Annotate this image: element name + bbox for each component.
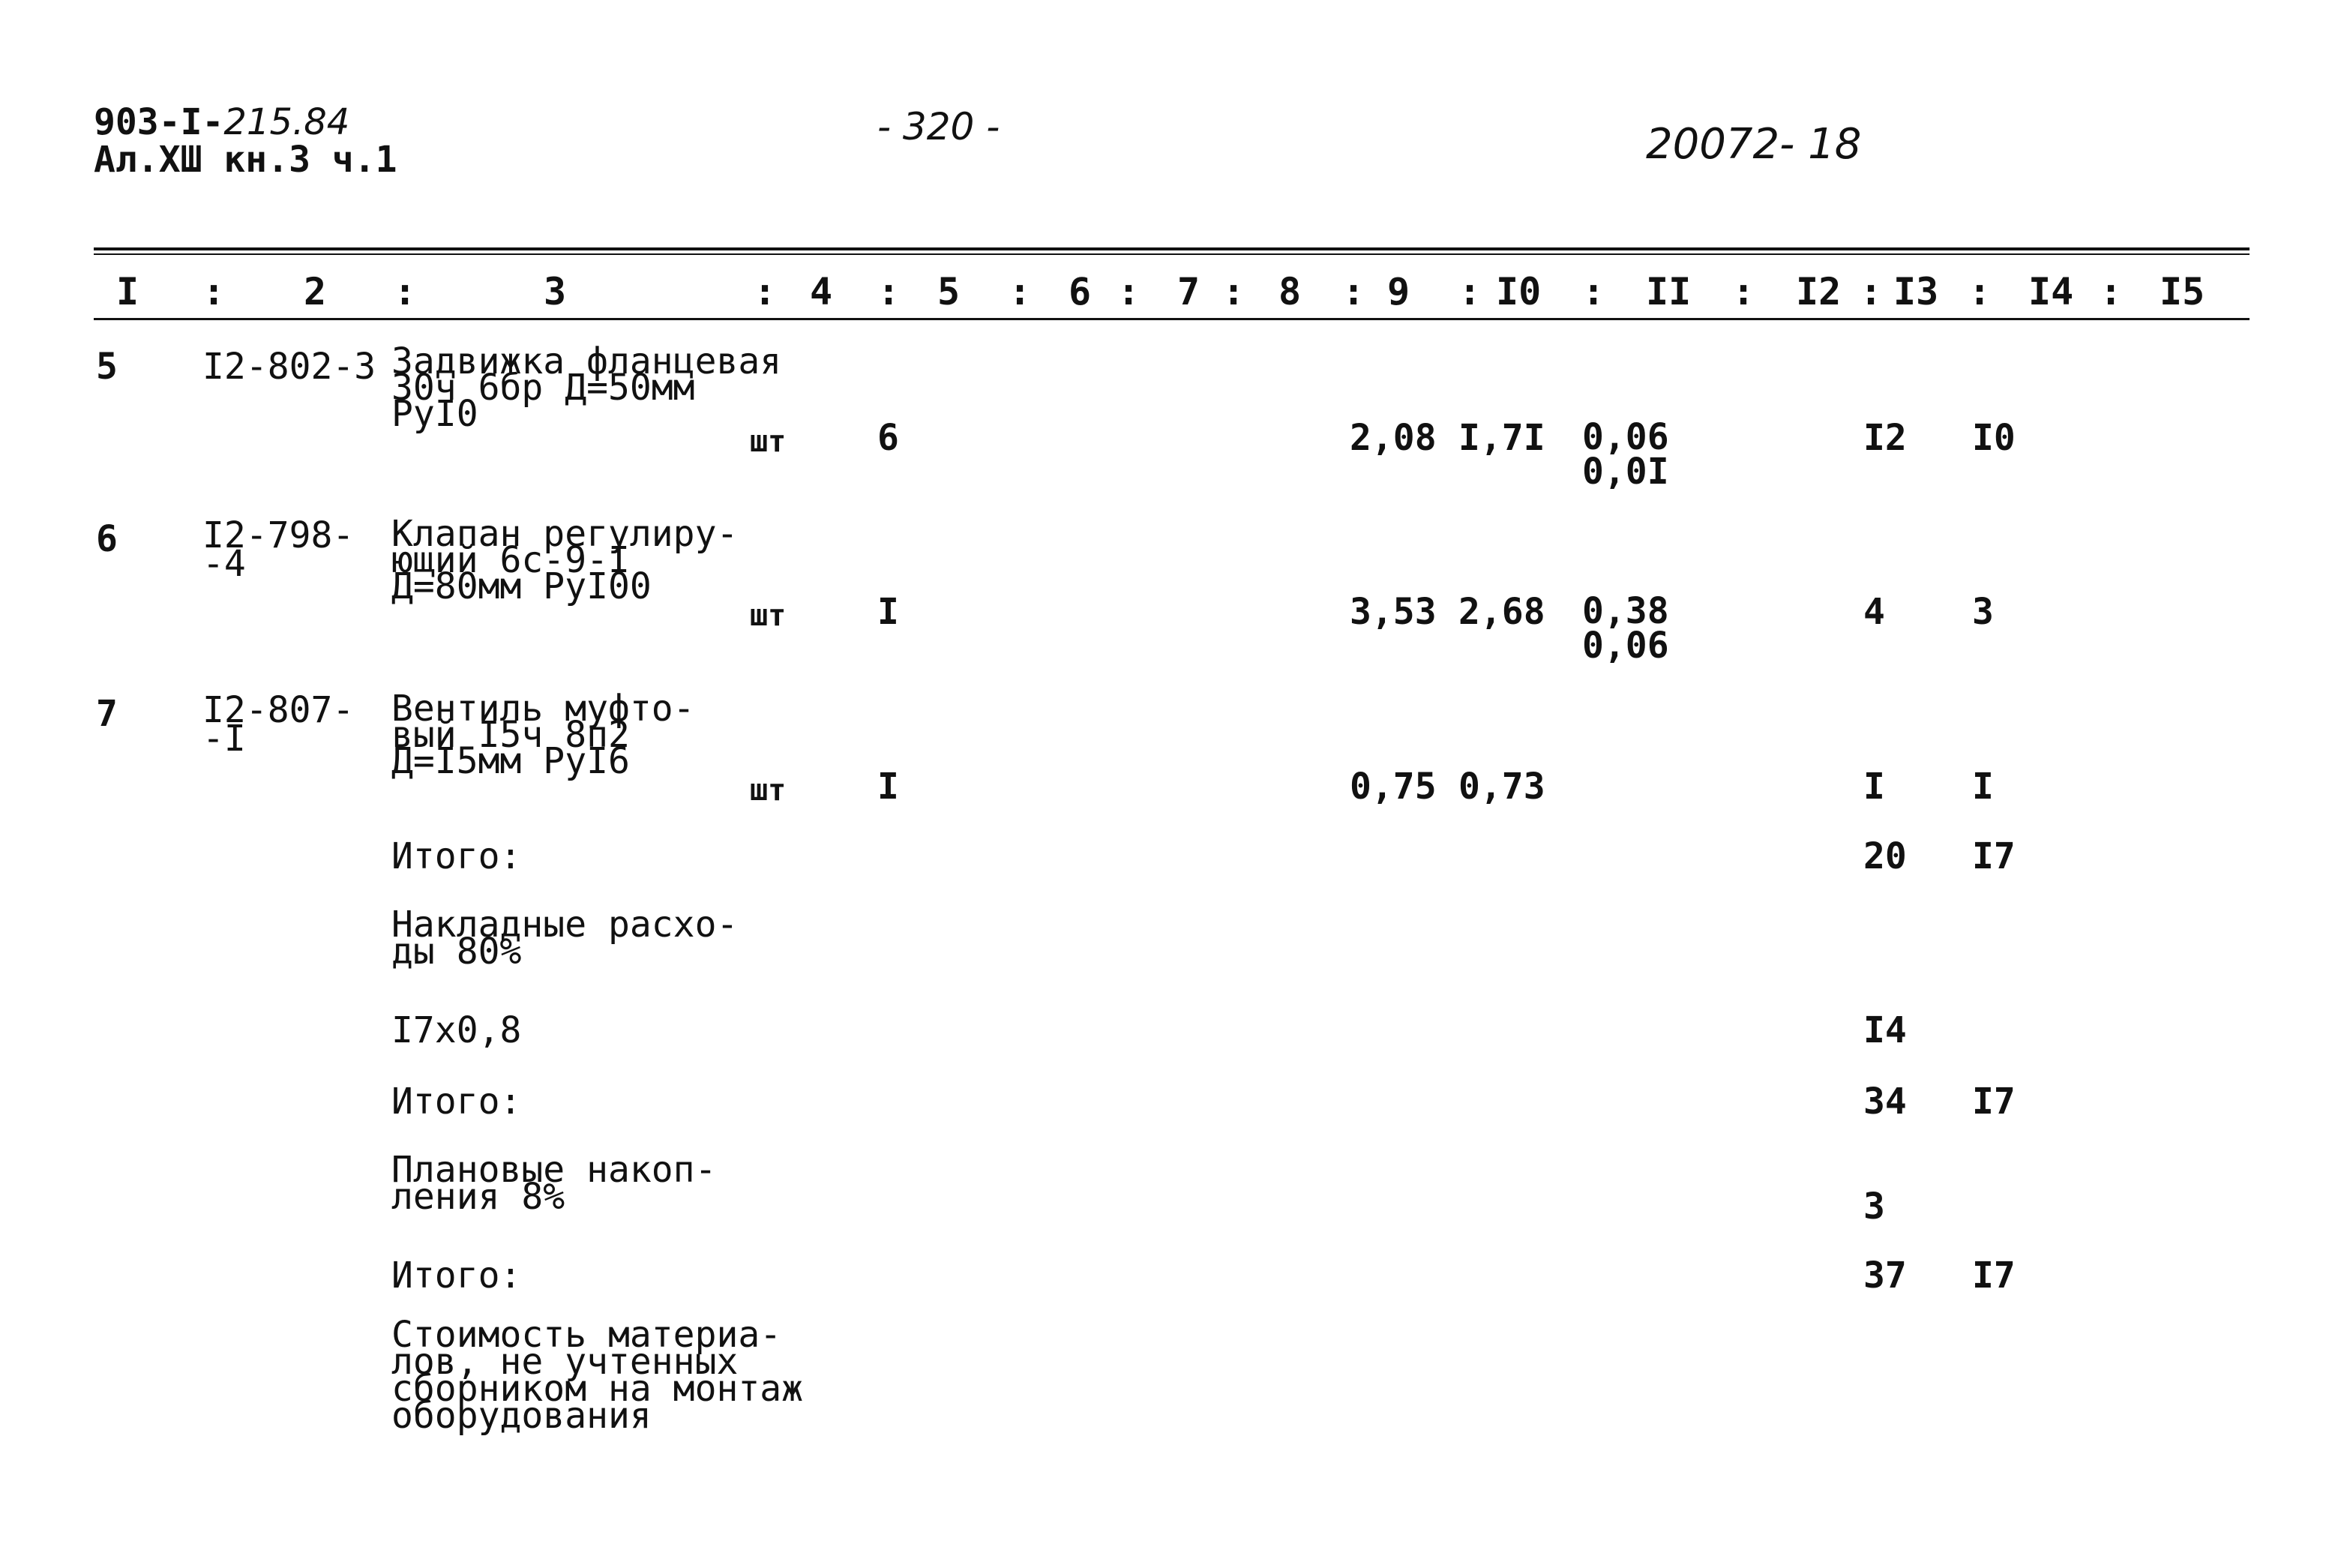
column-header-12: I2 bbox=[1796, 270, 1842, 313]
row-code: I2-807- -I bbox=[202, 689, 355, 760]
summary-label: Стоимость материа- лов, не учтенных сборником на монтаж оборудования bbox=[391, 1314, 804, 1437]
row-number: 5 bbox=[96, 346, 118, 388]
row-col14: I bbox=[1972, 766, 1994, 808]
page-number: - 320 - bbox=[877, 105, 1000, 148]
column-header-14: I4 bbox=[2028, 270, 2074, 313]
row-code: I2-802-3 bbox=[202, 346, 376, 388]
row-col10: 2,68 bbox=[1458, 591, 1545, 633]
row-code: I2-798- -4 bbox=[202, 514, 355, 585]
column-header-4: 4 bbox=[810, 270, 833, 313]
row-col13: I2 bbox=[1863, 417, 1907, 459]
summary-col14: I7 bbox=[1972, 835, 2016, 877]
column-separator: : bbox=[202, 270, 226, 313]
column-separator: : bbox=[754, 270, 777, 313]
document-code-printed: 903-I- bbox=[94, 101, 224, 143]
summary-col13: 3 bbox=[1863, 1186, 1885, 1228]
column-header-5: 5 bbox=[937, 270, 961, 313]
column-header-6: 6 bbox=[1069, 270, 1092, 313]
column-header-row bbox=[0, 270, 2329, 322]
summary-col13: 20 bbox=[1863, 835, 1907, 877]
column-separator: : bbox=[1222, 270, 1245, 313]
column-separator: : bbox=[1968, 270, 1992, 313]
column-header-8: 8 bbox=[1278, 270, 1302, 313]
summary-label: Плановые накоп- ления 8% bbox=[391, 1149, 717, 1218]
column-header-3: 3 bbox=[544, 270, 567, 313]
column-separator: : bbox=[1458, 270, 1482, 313]
row-name: Клапан регулиру- ющий 6с-9-I Д=80мм РуI00 bbox=[391, 513, 739, 607]
row-number: 6 bbox=[96, 518, 118, 560]
column-header-9: 9 bbox=[1387, 270, 1410, 313]
row-col13: I bbox=[1863, 766, 1885, 808]
document-number: 20072- 18 bbox=[1646, 120, 1862, 169]
row-col13: 4 bbox=[1863, 591, 1885, 633]
column-separator: : bbox=[1732, 270, 1755, 313]
column-header-7: 7 bbox=[1177, 270, 1200, 313]
document-code bbox=[94, 101, 349, 143]
row-col11: 0,06 0,0I bbox=[1582, 416, 1669, 493]
row-unit: шт bbox=[750, 598, 787, 633]
column-header-15: I5 bbox=[2160, 270, 2205, 313]
top-rule-thin bbox=[94, 253, 2250, 255]
row-col14: 3 bbox=[1972, 591, 1994, 633]
row-col11: 0,38 0,06 bbox=[1582, 590, 1669, 667]
column-header-13: I3 bbox=[1893, 270, 1939, 313]
column-separator: : bbox=[877, 270, 901, 313]
column-header-1: I bbox=[116, 270, 139, 313]
row-col9: 2,08 bbox=[1350, 417, 1437, 459]
column-header-10: I0 bbox=[1496, 270, 1542, 313]
column-separator: : bbox=[394, 270, 417, 313]
summary-col14: I7 bbox=[1972, 1255, 2016, 1297]
row-number: 7 bbox=[96, 693, 118, 735]
row-name: Вентиль муфто- вый I5ч 8п2 Д=I5мм РуI6 bbox=[391, 688, 695, 782]
summary-col14: I7 bbox=[1972, 1081, 2016, 1123]
column-separator: : bbox=[1009, 270, 1032, 313]
row-qty: I bbox=[877, 591, 899, 633]
row-unit: шт bbox=[750, 424, 787, 459]
column-separator: : bbox=[1860, 270, 1883, 313]
column-separator: : bbox=[1342, 270, 1365, 313]
row-col14: I0 bbox=[1972, 417, 2016, 459]
column-header-11: II bbox=[1646, 270, 1692, 313]
summary-col13: I4 bbox=[1863, 1009, 1907, 1051]
summary-label: Итого: bbox=[391, 1081, 522, 1123]
row-col10: 0,73 bbox=[1458, 766, 1545, 808]
summary-label: Итого: bbox=[391, 1255, 522, 1297]
summary-label: Итого: bbox=[391, 835, 522, 877]
row-qty: I bbox=[877, 766, 899, 808]
top-rule bbox=[94, 247, 2250, 250]
column-separator: : bbox=[2100, 270, 2123, 313]
summary-col13: 37 bbox=[1863, 1255, 1907, 1297]
summary-label: I7x0,8 bbox=[391, 1009, 522, 1051]
row-col9: 3,53 bbox=[1350, 591, 1437, 633]
column-separator: : bbox=[1582, 270, 1605, 313]
row-name: Задвижка фланцевая 30ч 6бр Д=50мм РуI0 bbox=[391, 340, 782, 435]
row-unit: шт bbox=[750, 773, 787, 808]
document-code-handwritten: 215.84 bbox=[223, 101, 350, 143]
row-col10: I,7I bbox=[1458, 417, 1545, 459]
row-col9: 0,75 bbox=[1350, 766, 1437, 808]
column-header-2: 2 bbox=[304, 270, 327, 313]
row-qty: 6 bbox=[877, 417, 899, 459]
column-separator: : bbox=[1117, 270, 1141, 313]
summary-label: Накладные расхо- ды 80% bbox=[391, 904, 739, 973]
summary-col13: 34 bbox=[1863, 1081, 1907, 1123]
album-line: Ал.XШ кн.3 ч.1 bbox=[94, 139, 397, 181]
